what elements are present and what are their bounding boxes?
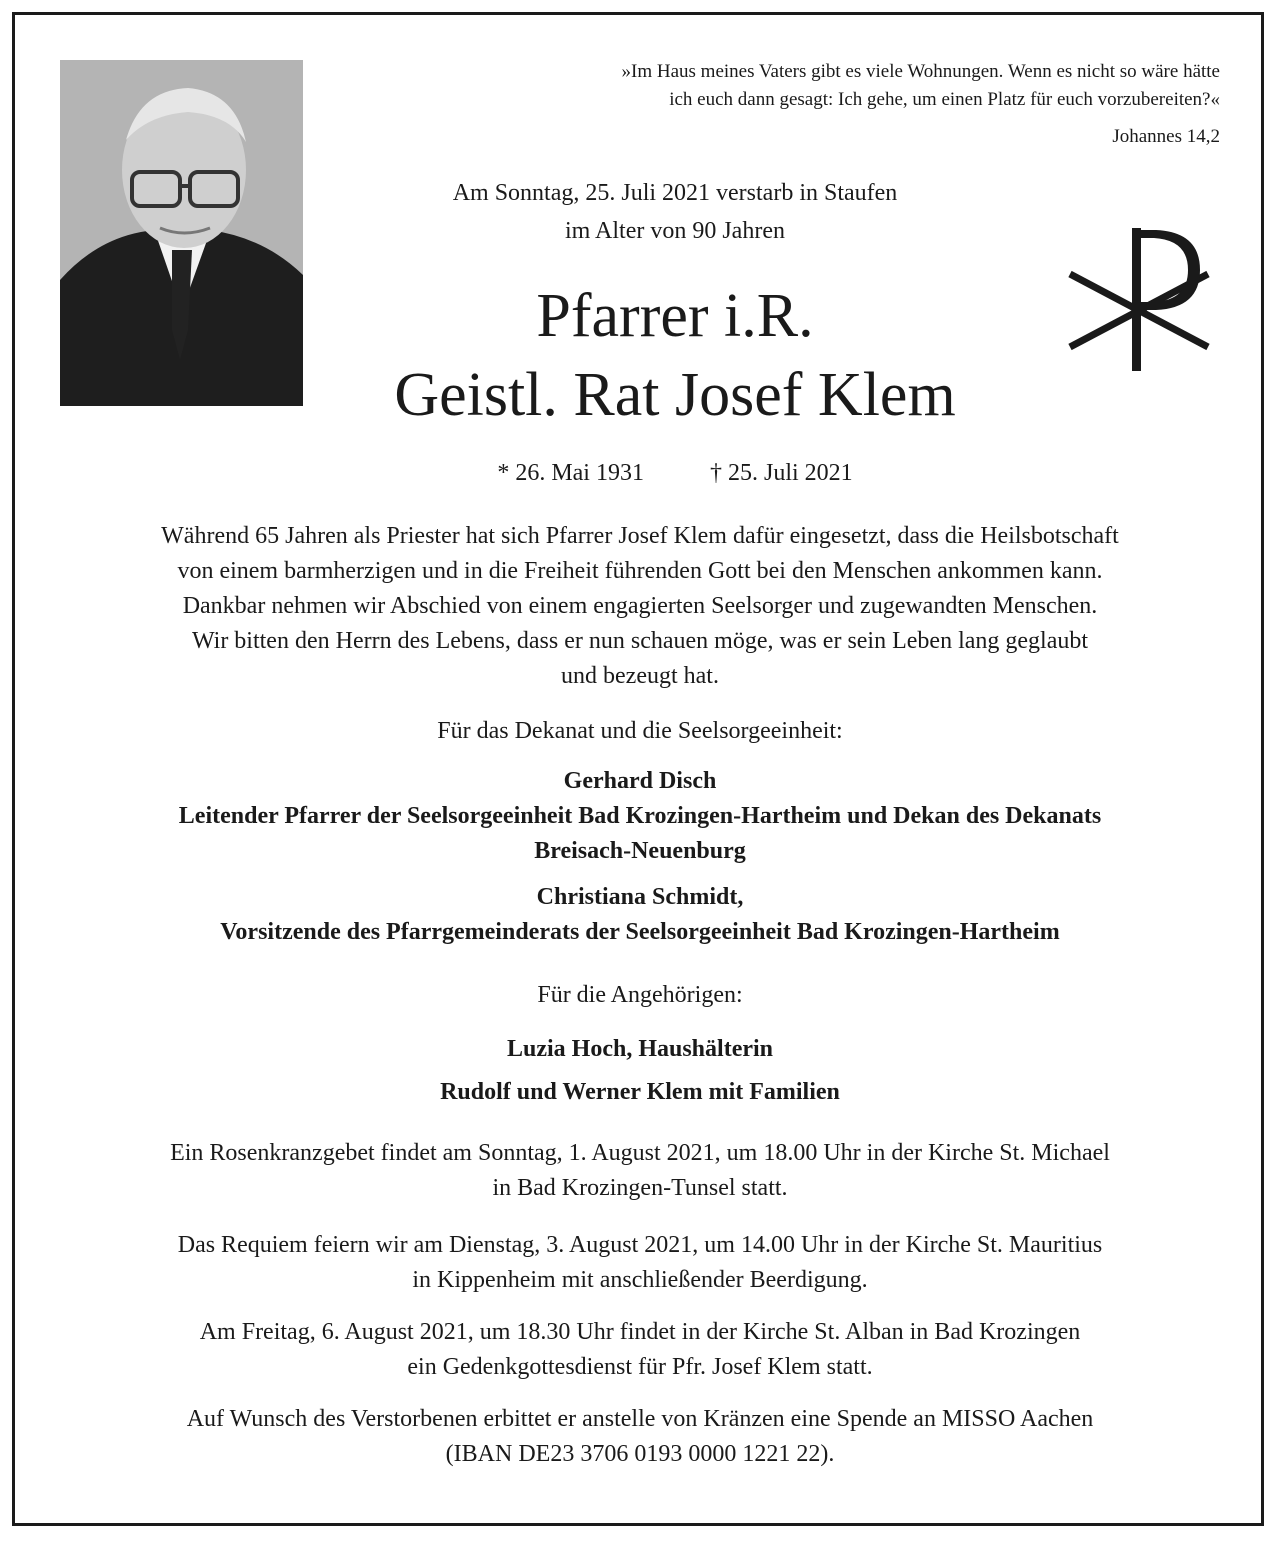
tribute-line: Während 65 Jahren als Priester hat sich Pfarrer Josef Klem dafür eingesetzt, dass die Heilsbotschaft (161, 523, 1119, 549)
signer-role: Breisach-Neuenburg (534, 838, 746, 864)
quote-line-1: »Im Haus meines Vaters gibt es viele Wohnungen. Wenn es nicht so wäre hätte (621, 61, 1220, 82)
pfarrgemeinderat-signer (40, 880, 1240, 950)
dekanat-signers (40, 764, 1240, 869)
dekanat-heading: Für das Dekanat und die Seelsorgeeinheit: (437, 718, 843, 744)
quote-reference: Johannes 14,2 (1112, 126, 1220, 147)
portrait-illustration (60, 60, 303, 406)
tribute-paragraph (40, 519, 1240, 694)
signer-name: Christiana Schmidt, (536, 884, 744, 910)
requiem-info (40, 1228, 1240, 1298)
tribute-line: von einem barmherzigen und in die Freiheit führenden Gott bei den Menschen ankommen kann. (177, 558, 1103, 584)
tribute-line: Dankbar nehmen wir Abschied von einem engagierten Seelsorger und zugewandten Menschen. (182, 593, 1098, 619)
requiem-line: in Kippenheim mit anschließender Beerdigung. (412, 1267, 868, 1293)
tribute-line: Wir bitten den Herrn des Lebens, dass er nun schauen möge, was er sein Leben lang geglaubt (191, 628, 1089, 654)
rosary-line: Ein Rosenkranzgebet findet am Sonntag, 1. August 2021, um 18.00 Uhr in der Kirche St. Michael (170, 1140, 1110, 1166)
signer-role: Vorsitzende des Pfarrgemeinderats der Seelsorgeeinheit Bad Krozingen-Hartheim (220, 919, 1060, 945)
deceased-title: Pfarrer i.R. (536, 282, 814, 350)
chi-rho-icon (1068, 222, 1213, 377)
death-date: † 25. Juli 2021 (709, 460, 853, 486)
death-announcement-line-2: im Alter von 90 Jahren (565, 218, 785, 244)
life-dates (330, 456, 1020, 490)
memorial-info (40, 1315, 1240, 1385)
quote-line-2: ich euch dann gesagt: Ich gehe, um einen Platz für euch vorzubereiten?« (669, 89, 1220, 110)
requiem-line: Das Requiem feiern wir am Dienstag, 3. August 2021, um 14.00 Uhr in der Kirche St. Mauritius (177, 1232, 1103, 1258)
bible-quote (400, 58, 1220, 114)
signer-name: Gerhard Disch (563, 768, 717, 794)
birth-date: * 26. Mai 1931 (497, 460, 644, 486)
donation-line: (IBAN DE23 3706 0193 0000 1221 22). (445, 1441, 835, 1467)
portrait-photo (60, 60, 303, 406)
death-announcement-line-1: Am Sonntag, 25. Juli 2021 verstarb in Staufen (452, 180, 898, 206)
donation-line: Auf Wunsch des Verstorbenen erbittet er anstelle von Kränzen eine Spende an MISSO Aachen (186, 1406, 1094, 1432)
rosary-line: in Bad Krozingen-Tunsel statt. (492, 1175, 788, 1201)
family-heading: Für die Angehörigen: (537, 982, 743, 1008)
donation-info (40, 1402, 1240, 1472)
deceased-name: Geistl. Rat Josef Klem (394, 361, 956, 429)
tribute-line: und bezeugt hat. (561, 663, 719, 689)
family-member: Rudolf und Werner Klem mit Familien (440, 1079, 840, 1105)
memorial-line: ein Gedenkgottesdienst für Pfr. Josef Klem statt. (407, 1354, 873, 1380)
rosary-info (40, 1136, 1240, 1206)
memorial-line: Am Freitag, 6. August 2021, um 18.30 Uhr findet in der Kirche St. Alban in Bad Krozingen (199, 1319, 1081, 1345)
signer-role: Leitender Pfarrer der Seelsorgeeinheit Bad Krozingen-Hartheim und Dekan des Dekanats (178, 803, 1102, 829)
death-announcement (330, 174, 1020, 250)
family-member: Luzia Hoch, Haushälterin (506, 1036, 774, 1062)
